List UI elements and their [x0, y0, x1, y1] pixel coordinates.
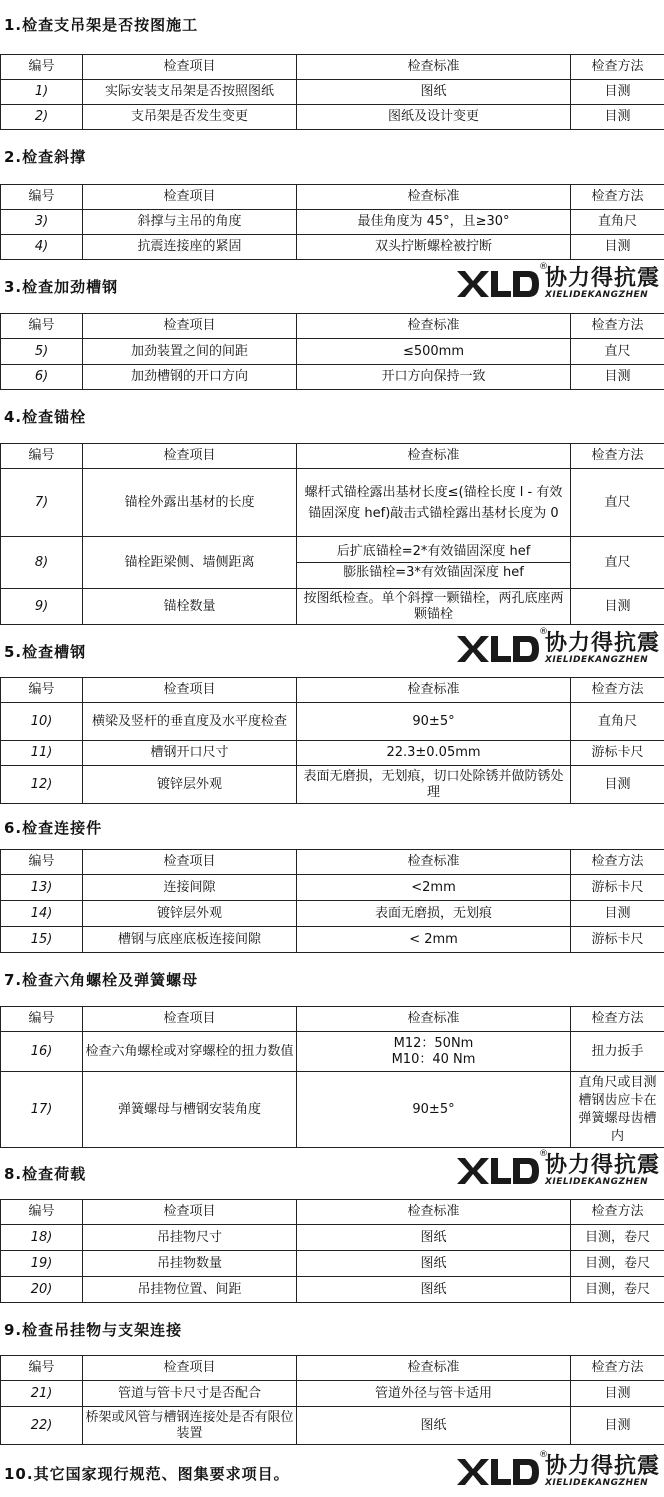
table-row — [1, 766, 664, 804]
registered-mark: ® — [538, 262, 548, 272]
table-row — [1, 210, 664, 235]
row-method: 目测 — [571, 766, 664, 804]
section-title-9: 9.检查吊挂物与支架连接 — [4, 1321, 183, 1339]
table-row — [1, 1072, 664, 1148]
table-header-row — [1, 1007, 664, 1032]
row-item: 支吊架是否发生变更 — [83, 105, 297, 130]
row-item: 锚栓外露出基材的长度 — [83, 469, 297, 537]
row-item: 横梁及竖杆的垂直度及水平度检查 — [83, 703, 297, 741]
row-item: 弹簧螺母与槽钢安装角度 — [83, 1072, 297, 1148]
row-method: 扭力扳手 — [571, 1032, 664, 1072]
row-item: 管道与管卡尺寸是否配合 — [83, 1381, 297, 1407]
row-standard: 图纸 — [297, 1407, 571, 1445]
row-method: 直尺 — [571, 469, 664, 537]
section-title-2: 2.检查斜撑 — [4, 148, 87, 166]
row-method: 目测，卷尺 — [571, 1225, 664, 1251]
logo-english-name: XIELIDEKANGZHEN — [544, 655, 649, 665]
row-method: 目测 — [571, 80, 664, 105]
table-row — [1, 1251, 664, 1277]
header-standard: 检查标准 — [297, 1200, 571, 1225]
row-item: 镀锌层外观 — [83, 901, 297, 927]
header-standard: 检查标准 — [297, 185, 571, 210]
table-row — [1, 1032, 664, 1072]
table-header-row — [1, 55, 664, 80]
row-item: 镀锌层外观 — [83, 766, 297, 804]
row-method: 目测 — [571, 235, 664, 260]
logo-chinese-name: 协力得抗震 — [544, 1153, 660, 1178]
section-title-3: 3.检查加劲槽钢 — [4, 278, 119, 296]
header-item: 检查项目 — [83, 678, 297, 703]
header-standard: 检查标准 — [297, 678, 571, 703]
row-no: 10) — [1, 703, 83, 741]
row-method: 目测，卷尺 — [571, 1277, 664, 1303]
table-row — [1, 235, 664, 260]
brand-logo — [455, 627, 660, 667]
row-standard-line-2: 膨胀锚栓=3*有效锚固深度 hef — [343, 565, 524, 580]
row-method: 目测 — [571, 901, 664, 927]
table-row — [1, 1277, 664, 1303]
row-no: 2) — [1, 105, 83, 130]
row-no: 14) — [1, 901, 83, 927]
row-method: 目测 — [571, 589, 664, 625]
row-no: 22) — [1, 1407, 83, 1445]
logo-english-name: XIELIDEKANGZHEN — [544, 290, 649, 300]
row-no: 6) — [1, 365, 83, 390]
header-no: 编号 — [1, 444, 83, 469]
row-no: 11) — [1, 741, 83, 766]
row-item: 连接间隙 — [83, 875, 297, 901]
logo-english-name: XIELIDEKANGZHEN — [544, 1177, 649, 1187]
row-no: 17) — [1, 1072, 83, 1148]
row-no: 19) — [1, 1251, 83, 1277]
row-standard: 表面无磨损，无划痕 — [297, 901, 571, 927]
row-no: 16) — [1, 1032, 83, 1072]
header-method: 检查方法 — [571, 1007, 664, 1032]
table-section-3 — [0, 313, 664, 390]
row-standard: ≤500mm — [297, 339, 571, 365]
row-no: 3) — [1, 210, 83, 235]
header-standard: 检查标准 — [297, 314, 571, 339]
row-standard: 90±5° — [297, 703, 571, 741]
header-no: 编号 — [1, 678, 83, 703]
row-standard: 图纸及设计变更 — [297, 105, 571, 130]
row-standard: 螺杆式锚栓露出基材长度≤(锚栓长度 l - 有效锚固深度 hef)敲击式锚栓露出基材长度为 0 — [297, 469, 571, 537]
row-method: 目测 — [571, 1381, 664, 1407]
xld-logo-icon — [455, 1155, 541, 1187]
table-row — [1, 901, 664, 927]
header-item: 检查项目 — [83, 314, 297, 339]
row-no: 9) — [1, 589, 83, 625]
row-standard-line-1: 后扩底锚栓=2*有效锚固深度 hef — [297, 542, 570, 563]
header-item: 检查项目 — [83, 185, 297, 210]
row-no: 21) — [1, 1381, 83, 1407]
header-no: 编号 — [1, 55, 83, 80]
table-row — [1, 703, 664, 741]
header-no: 编号 — [1, 850, 83, 875]
table-row — [1, 537, 664, 589]
row-no: 5) — [1, 339, 83, 365]
header-standard: 检查标准 — [297, 55, 571, 80]
logo-chinese-name: 协力得抗震 — [544, 1454, 660, 1479]
table-header-row — [1, 314, 664, 339]
registered-mark: ® — [538, 627, 548, 637]
row-standard — [297, 1032, 571, 1072]
header-no: 编号 — [1, 1007, 83, 1032]
row-method: 游标卡尺 — [571, 927, 664, 953]
row-method: 直角尺 — [571, 210, 664, 235]
table-row — [1, 365, 664, 390]
row-standard-line-2: M10：40 Nm — [391, 1051, 476, 1067]
table-row — [1, 741, 664, 766]
header-method: 检查方法 — [571, 850, 664, 875]
row-no: 15) — [1, 927, 83, 953]
section-title-4: 4.检查锚栓 — [4, 408, 87, 426]
row-no: 12) — [1, 766, 83, 804]
row-standard: 22.3±0.05mm — [297, 741, 571, 766]
section-title-8: 8.检查荷载 — [4, 1165, 87, 1183]
table-section-7 — [0, 1006, 664, 1148]
logo-english-name: XIELIDEKANGZHEN — [544, 1478, 649, 1488]
row-no: 7) — [1, 469, 83, 537]
header-item: 检查项目 — [83, 444, 297, 469]
table-row — [1, 927, 664, 953]
xld-logo-icon — [455, 268, 541, 300]
header-method: 检查方法 — [571, 185, 664, 210]
row-no: 4) — [1, 235, 83, 260]
table-row — [1, 1407, 664, 1445]
table-header-row — [1, 1200, 664, 1225]
header-item: 检查项目 — [83, 850, 297, 875]
header-standard: 检查标准 — [297, 1007, 571, 1032]
table-row — [1, 875, 664, 901]
brand-logo — [455, 262, 660, 302]
row-method: 直尺 — [571, 339, 664, 365]
table-row — [1, 105, 664, 130]
header-method: 检查方法 — [571, 314, 664, 339]
row-item: 锚栓数量 — [83, 589, 297, 625]
row-standard: 按图纸检查。单个斜撑一颗锚栓，两孔底座两颗锚栓 — [297, 589, 571, 625]
xld-logo-icon — [455, 1456, 541, 1488]
table-section-4 — [0, 443, 664, 625]
row-item: 吊挂物位置、间距 — [83, 1277, 297, 1303]
registered-mark: ® — [538, 1149, 548, 1159]
header-no: 编号 — [1, 185, 83, 210]
row-no: 20) — [1, 1277, 83, 1303]
table-header-row — [1, 185, 664, 210]
row-method: 游标卡尺 — [571, 875, 664, 901]
row-item: 槽钢与底座底板连接间隙 — [83, 927, 297, 953]
row-item: 锚栓距梁侧、墙侧距离 — [83, 537, 297, 589]
row-standard: 开口方向保持一致 — [297, 365, 571, 390]
row-standard: 表面无磨损，无划痕，切口处除锈并做防锈处理 — [297, 766, 571, 804]
table-section-9 — [0, 1355, 664, 1445]
table-row — [1, 1381, 664, 1407]
brand-logo — [455, 1149, 660, 1189]
row-standard — [297, 537, 571, 589]
row-standard: 图纸 — [297, 80, 571, 105]
row-method: 目测，卷尺 — [571, 1251, 664, 1277]
table-header-row — [1, 444, 664, 469]
row-method: 直角尺 — [571, 703, 664, 741]
header-no: 编号 — [1, 314, 83, 339]
row-standard: <2mm — [297, 875, 571, 901]
table-header-row — [1, 850, 664, 875]
section-title-10: 10.其它国家现行规范、图集要求项目。 — [4, 1465, 290, 1483]
row-standard: 最佳角度为 45°，且≥30° — [297, 210, 571, 235]
table-section-8 — [0, 1199, 664, 1303]
row-no: 13) — [1, 875, 83, 901]
header-standard: 检查标准 — [297, 1356, 571, 1381]
row-standard: 90±5° — [297, 1072, 571, 1148]
row-method: 目测 — [571, 1407, 664, 1445]
row-standard: 管道外径与管卡适用 — [297, 1381, 571, 1407]
row-item: 槽钢开口尺寸 — [83, 741, 297, 766]
header-standard: 检查标准 — [297, 850, 571, 875]
row-method: 游标卡尺 — [571, 741, 664, 766]
header-method: 检查方法 — [571, 55, 664, 80]
row-item: 吊挂物尺寸 — [83, 1225, 297, 1251]
logo-chinese-name: 协力得抗震 — [544, 266, 660, 291]
table-section-5 — [0, 677, 664, 804]
section-title-6: 6.检查连接件 — [4, 819, 103, 837]
row-method: 直角尺或目测槽钢齿应卡在弹簧螺母齿槽内 — [571, 1072, 664, 1148]
row-item: 抗震连接座的紧固 — [83, 235, 297, 260]
row-no: 1) — [1, 80, 83, 105]
row-item: 桥架或风管与槽钢连接处是否有限位装置 — [83, 1407, 297, 1445]
row-method: 目测 — [571, 365, 664, 390]
header-standard: 检查标准 — [297, 444, 571, 469]
row-method: 目测 — [571, 105, 664, 130]
table-section-1 — [0, 54, 664, 130]
table-section-2 — [0, 184, 664, 260]
header-no: 编号 — [1, 1356, 83, 1381]
row-standard: < 2mm — [297, 927, 571, 953]
row-item: 斜撑与主吊的角度 — [83, 210, 297, 235]
row-item: 实际安装支吊架是否按照图纸 — [83, 80, 297, 105]
row-no: 18) — [1, 1225, 83, 1251]
row-standard-line-1: M12：50Nm — [393, 1035, 474, 1051]
section-title-5: 5.检查槽钢 — [4, 643, 87, 661]
table-row — [1, 80, 664, 105]
row-no: 8) — [1, 537, 83, 589]
row-method: 直尺 — [571, 537, 664, 589]
header-item: 检查项目 — [83, 1356, 297, 1381]
table-row — [1, 1225, 664, 1251]
registered-mark: ® — [538, 1450, 548, 1460]
table-row — [1, 469, 664, 537]
header-item: 检查项目 — [83, 1007, 297, 1032]
row-item: 加劲槽钢的开口方向 — [83, 365, 297, 390]
logo-chinese-name: 协力得抗震 — [544, 631, 660, 656]
brand-logo — [455, 1450, 660, 1490]
header-method: 检查方法 — [571, 444, 664, 469]
table-header-row — [1, 1356, 664, 1381]
header-method: 检查方法 — [571, 1356, 664, 1381]
section-title-1: 1.检查支吊架是否按图施工 — [4, 16, 199, 34]
header-method: 检查方法 — [571, 1200, 664, 1225]
table-row — [1, 589, 664, 625]
header-item: 检查项目 — [83, 1200, 297, 1225]
row-standard: 双头拧断螺栓被拧断 — [297, 235, 571, 260]
xld-logo-icon — [455, 633, 541, 665]
row-standard: 图纸 — [297, 1277, 571, 1303]
table-header-row — [1, 678, 664, 703]
table-section-6 — [0, 849, 664, 953]
section-title-7: 7.检查六角螺栓及弹簧螺母 — [4, 971, 199, 989]
header-method: 检查方法 — [571, 678, 664, 703]
row-item: 吊挂物数量 — [83, 1251, 297, 1277]
row-item: 加劲装置之间的间距 — [83, 339, 297, 365]
header-no: 编号 — [1, 1200, 83, 1225]
row-standard: 图纸 — [297, 1251, 571, 1277]
row-standard: 图纸 — [297, 1225, 571, 1251]
header-item: 检查项目 — [83, 55, 297, 80]
row-item: 检查六角螺栓或对穿螺栓的扭力数值 — [83, 1032, 297, 1072]
table-row — [1, 339, 664, 365]
